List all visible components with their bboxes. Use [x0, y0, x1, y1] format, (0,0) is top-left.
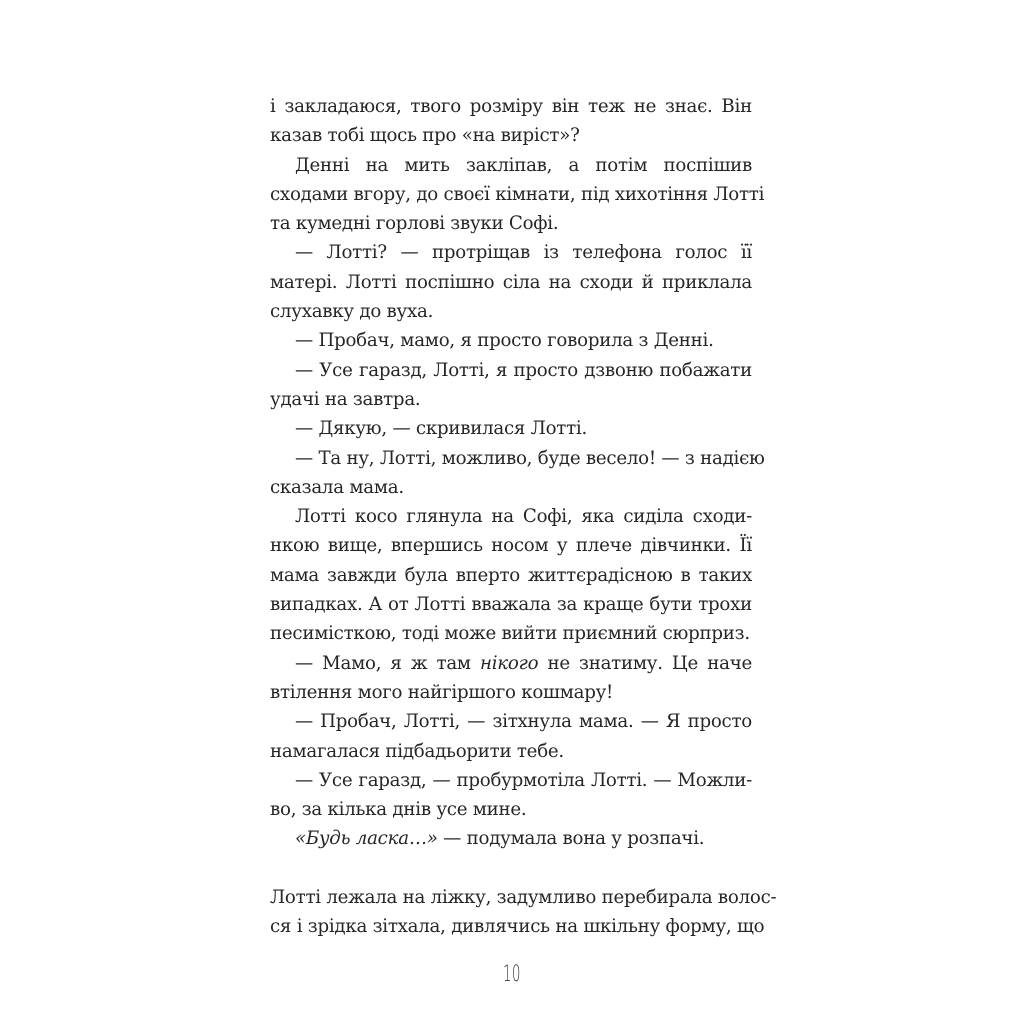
paragraph [270, 502, 752, 648]
text-line [270, 238, 752, 267]
text-segment: нкою вище, впершись носом у плече дівчинки. Її [270, 535, 752, 557]
text-segment: Денні на мить закліпав, а потім поспішив [295, 154, 752, 176]
page-body [270, 92, 777, 941]
text-line [270, 385, 752, 414]
text-line [270, 326, 752, 355]
paragraph [270, 444, 765, 503]
text-line [270, 912, 765, 941]
text-segment: слухавку до вуха. [270, 301, 434, 323]
text-segment: намагалася підбадьорити тебе. [270, 740, 564, 762]
text-line [270, 824, 752, 853]
text-segment: — Усе гаразд, — пробурмотіла Лотті. — Можли- [295, 769, 752, 791]
paragraph [270, 649, 752, 708]
text-segment: песимісткою, тоді може вийти приємний сюрприз. [270, 623, 750, 645]
text-segment: казав тобі щось про «на виріст»? [270, 125, 580, 147]
text-segment: удачі на завтра. [270, 388, 421, 410]
text-line [270, 649, 752, 678]
paragraph [270, 883, 777, 942]
text-line [270, 883, 777, 912]
paragraph [270, 92, 752, 151]
text-line [270, 180, 765, 209]
text-line [270, 707, 752, 736]
text-line [270, 678, 752, 707]
text-segment: — подумала вона у розпачі. [437, 828, 705, 850]
text-line [270, 444, 765, 473]
paragraph [270, 766, 752, 825]
text-line [270, 209, 752, 238]
paragraph [270, 238, 752, 326]
text-line [270, 92, 752, 121]
text-segment: втілення мого найгіршого кошмару! [270, 681, 614, 703]
text-line [270, 502, 752, 531]
text-line [270, 766, 752, 795]
text-line [270, 151, 752, 180]
text-line [270, 737, 752, 766]
text-segment: — Та ну, Лотті, можливо, буде весело! — з надією [295, 447, 765, 469]
page-number: 10 [503, 962, 521, 987]
text-segment: сказала мама. [270, 476, 404, 498]
paragraph [270, 356, 752, 415]
text-segment: Лотті косо глянула на Софі, яка сиділа сходи- [295, 506, 752, 528]
italic-text: нікого [480, 652, 539, 674]
text-line [270, 356, 752, 385]
text-segment: — Пробач, мамо, я просто говорила з Денні. [295, 330, 714, 352]
text-segment: мама завжди була вперто життєрадісною в таких [270, 564, 752, 586]
text-segment: во, за кілька днів усе мине. [270, 799, 527, 821]
text-segment: сходами вгору, до своєї кімнати, під хихотіння Лотті [270, 183, 765, 205]
italic-text: «Будь ласка…» [295, 828, 438, 850]
text-segment: Лотті лежала на ліжку, задумливо перебирала волос- [270, 886, 777, 908]
text-line [270, 531, 752, 560]
text-segment: — Усе гаразд, Лотті, я просто дзвоню побажати [295, 359, 752, 381]
text-line [270, 121, 752, 150]
text-segment: ся і зрідка зітхала, дивлячись на шкільну форму, що [270, 916, 765, 938]
text-segment: — Мамо, я ж там [295, 652, 481, 674]
paragraph [270, 151, 765, 239]
text-segment: — Пробач, Лотті, — зітхнула мама. — Я просто [295, 711, 752, 733]
text-line [270, 414, 752, 443]
text-segment: не знатиму. Це наче [538, 652, 752, 674]
text-line [270, 473, 752, 502]
paragraph [270, 326, 752, 355]
text-segment: випадках. А от Лотті вважала за краще бути трохи [270, 594, 752, 616]
text-segment: матері. Лотті поспішно сіла на сходи й приклала [270, 271, 752, 293]
text-segment: — Дякую, — скривилася Лотті. [295, 418, 588, 440]
paragraph [270, 707, 752, 766]
text-line [270, 297, 752, 326]
text-line [270, 795, 752, 824]
text-line [270, 590, 752, 619]
text-line [270, 268, 752, 297]
text-line [270, 619, 752, 648]
text-segment: і закладаюся, твого розміру він теж не знає. Він [270, 96, 752, 117]
paragraph [270, 824, 752, 853]
text-line [270, 561, 752, 590]
text-segment: та кумедні горлові звуки Софі. [270, 213, 559, 235]
text-segment: — Лотті? — протріщав із телефона голос її [295, 242, 752, 264]
paragraph [270, 414, 752, 443]
